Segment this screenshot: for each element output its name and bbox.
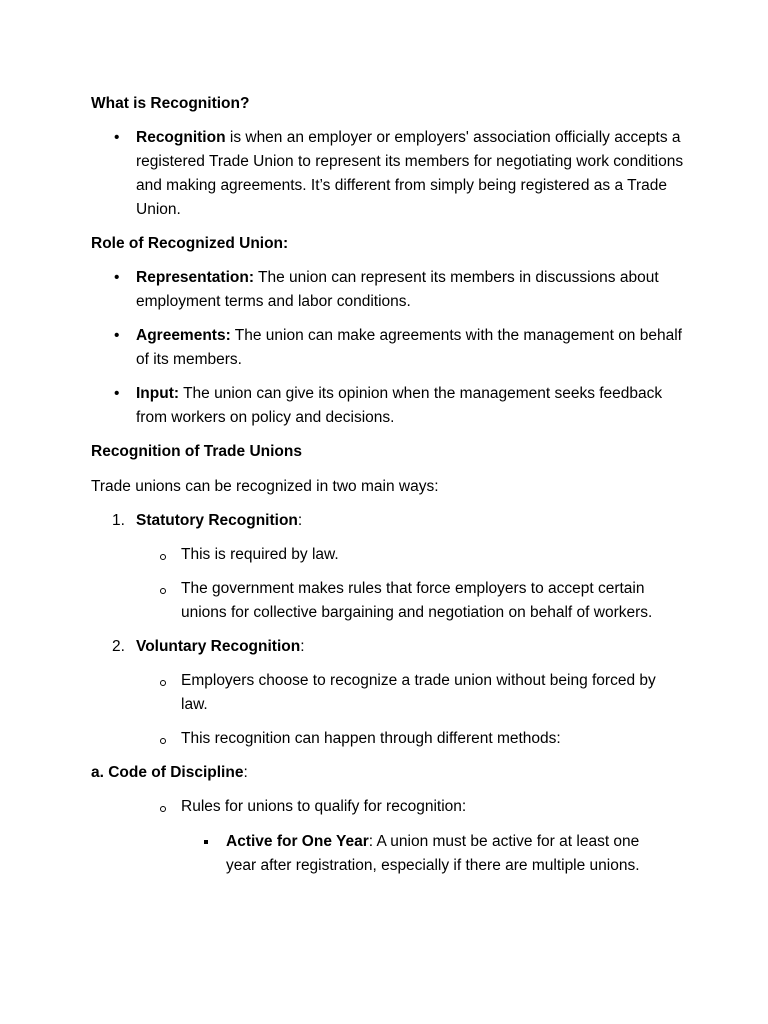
intro-text: Trade unions can be recognized in two main ways: xyxy=(91,478,439,495)
text-recognition: is when an employer or employers' association officially accepts a registered Trade Union to represent its members for negotiating work conditions and making agreements. It’s different from simply being registered as a Trade Union. xyxy=(136,129,684,218)
bullet-dot: • xyxy=(114,327,120,344)
term-statutory: Statutory Recognition xyxy=(136,512,298,529)
colon: : xyxy=(297,512,303,529)
bullet-dot: • xyxy=(114,129,120,146)
term-active-one-year: Active for One Year xyxy=(226,833,369,850)
heading-code-of-discipline xyxy=(91,761,691,785)
sub-point xyxy=(181,795,686,819)
heading-what-is-recognition: What is Recognition? xyxy=(91,95,250,112)
hollow-circle-bullet xyxy=(160,554,166,560)
colon: : xyxy=(300,638,305,655)
sub-point xyxy=(181,577,686,625)
term-agreements: Agreements: xyxy=(136,327,231,344)
heading-trade-unions: Recognition of Trade Unions xyxy=(91,443,302,460)
sub-point xyxy=(181,543,686,567)
hollow-circle-bullet xyxy=(160,588,166,594)
item-number: 1. xyxy=(112,512,125,529)
term-input: Input: xyxy=(136,385,180,402)
numbered-item-statutory xyxy=(112,509,686,533)
text-agreements: The union can make agreements with the management on behalf of its members. xyxy=(136,327,682,368)
point-text: This is required by law. xyxy=(181,546,339,563)
code-heading-text: a. Code of Discipline xyxy=(91,764,244,781)
text-active-one-year: : A union must be active for at least one year after registration, especially if there are multiple unions. xyxy=(226,833,640,874)
bullet-representation xyxy=(114,266,686,314)
text-input: The union can give its opinion when the management seeks feedback from workers on policy and decisions. xyxy=(136,385,663,426)
point-text: This recognition can happen through different methods: xyxy=(181,730,561,747)
sub-point xyxy=(181,669,686,717)
term-recognition: Recognition xyxy=(136,129,226,146)
numbered-item-voluntary xyxy=(112,635,686,659)
bullet-dot: • xyxy=(114,385,120,402)
point-text: Employers choose to recognize a trade union without being forced by law. xyxy=(181,672,656,713)
sub-sub-point-active-one-year xyxy=(226,830,671,878)
sub-point xyxy=(181,727,686,751)
term-representation: Representation: xyxy=(136,269,254,286)
hollow-circle-bullet xyxy=(160,738,166,744)
text-representation: The union can represent its members in discussions about employment terms and labor conditions. xyxy=(136,269,659,310)
square-bullet xyxy=(204,840,208,844)
point-text: The government makes rules that force employers to accept certain unions for collective bargaining and negotiation on behalf of workers. xyxy=(181,580,653,621)
colon: : xyxy=(243,764,248,781)
heading-role: Role of Recognized Union: xyxy=(91,235,289,252)
bullet-recognition xyxy=(114,126,686,222)
bullet-agreements xyxy=(114,324,686,372)
term-voluntary: Voluntary Recognition xyxy=(136,638,301,655)
bullet-dot: • xyxy=(114,269,120,286)
bullet-input xyxy=(114,382,686,430)
hollow-circle-bullet xyxy=(160,806,166,812)
point-text: Rules for unions to qualify for recognition: xyxy=(181,798,467,815)
item-number: 2. xyxy=(112,638,125,655)
hollow-circle-bullet xyxy=(160,680,166,686)
